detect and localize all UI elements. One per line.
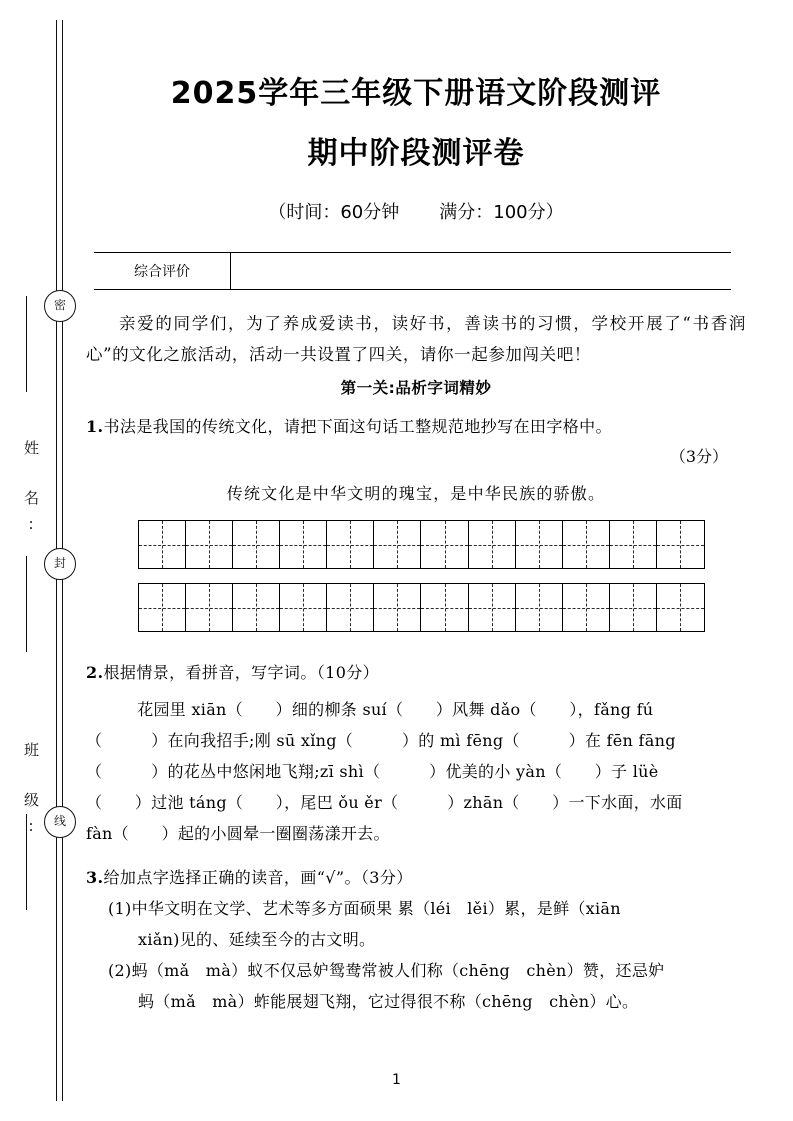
question-3-item-1-text: 中华文明在文学、艺术等多方面硕果 累（léi lěi）累，是鲜（xiān [131, 899, 621, 918]
question-2-line-3[interactable]: （ ）的花丛中悠闲地飞翔;zī shì（ ）优美的小 yàn（ ）子 lüè [86, 762, 659, 781]
tianzige-cell[interactable] [280, 584, 327, 631]
seal-badge-feng: 封 [44, 548, 76, 580]
question-2-number: 2. [86, 663, 104, 682]
seal-tick-1 [26, 296, 27, 392]
question-3-prompt [86, 863, 746, 893]
tianzige-cell[interactable] [233, 584, 280, 631]
stage-heading: 第一关:品析字词精妙 [340, 379, 492, 397]
seal-tick-2 [26, 556, 27, 652]
content-column [86, 0, 746, 1121]
question-2-prompt [86, 658, 746, 688]
evaluation-value[interactable] [231, 253, 732, 290]
question-3-number: 3. [86, 868, 104, 887]
seal-badge-mi: 密 [44, 290, 76, 322]
page-number: 1 [392, 1072, 401, 1088]
question-1-copy-sentence: 传统文化是中华文明的瑰宝，是中华民族的骄傲。 [226, 484, 606, 503]
question-3-item-2-text: 蚂（mǎ mà）蚁不仅忌妒鸳鸯常被人们称（chēng chèn）赞，还忌妒 [131, 961, 665, 980]
tianzige-cell[interactable] [421, 521, 468, 568]
evaluation-label: 综合评价 [94, 253, 231, 290]
question-3-item-1-line-1[interactable] [86, 893, 746, 924]
tianzige-cell[interactable] [657, 521, 704, 568]
page-title: 2025学年三年级下册语文阶段测评 [170, 76, 662, 111]
seal-margin [0, 0, 86, 1121]
tianzige-cell[interactable] [374, 584, 421, 631]
tianzige-cell[interactable] [469, 521, 516, 568]
tianzige-cell[interactable] [139, 584, 186, 631]
question-2-line-2[interactable]: （ ）在向我招手;刚 sū xǐng（ ）的 mì fēng（ ）在 fēn fāng [86, 731, 676, 750]
question-3-item-2-label: (2) [108, 961, 132, 980]
intro-paragraph: 亲爱的同学们，为了养成爱读书，读好书，善读书的习惯，学校开展了“书香润心”的文化之旅活动，活动一共设置了四关，请你一起参加闯关吧！ [86, 314, 746, 364]
question-3-item-2-line-1[interactable] [86, 955, 746, 986]
question-3-item-2-line-2[interactable]: 蚂（mǎ mà）蚱能展翅飞翔，它过得很不称（chēng chèn）心。 [138, 992, 639, 1011]
tianzige-cell[interactable] [186, 521, 233, 568]
tianzige-row-2[interactable] [138, 583, 705, 632]
tianzige-cell[interactable] [233, 521, 280, 568]
question-3-item-1-line-2[interactable]: xiǎn)见的、延续至今的古文明。 [138, 930, 376, 949]
tianzige-cell[interactable] [280, 521, 327, 568]
tianzige-cell[interactable] [327, 521, 374, 568]
tianzige-cell[interactable] [563, 584, 610, 631]
tianzige-cell[interactable] [516, 521, 563, 568]
question-1-text: 书法是我国的传统文化，请把下面这句话工整规范地抄写在田字格中。 [103, 417, 612, 436]
tianzige-cell[interactable] [327, 584, 374, 631]
tianzige-cell[interactable] [657, 584, 704, 631]
question-2-text: 根据情景，看拼音，写字词。（10分） [103, 663, 380, 682]
page-subtitle: 期中阶段测评卷 [307, 136, 525, 171]
exam-total-score: 满分：100分） [439, 202, 564, 223]
table-row [94, 253, 731, 290]
exam-meta [86, 172, 746, 224]
question-3-item-1-label: (1) [108, 899, 132, 918]
question-3-text: 给加点字选择正确的读音，画“√”。（3分） [103, 868, 413, 887]
seal-label-class: 班 级: [22, 742, 40, 845]
question-2-line-5[interactable]: fàn（ ）起的小圆晕一圈圈荡漾开去。 [86, 824, 390, 843]
tianzige-cell[interactable] [516, 584, 563, 631]
question-2-line-1[interactable]: 花园里 xiān（ ）细的柳条 suí（ ）风舞 dǎo（ ），fǎng fú [137, 700, 654, 719]
tianzige-cell[interactable] [374, 521, 421, 568]
tianzige-cell[interactable] [139, 521, 186, 568]
tianzige-row-1[interactable] [138, 520, 705, 569]
question-1-number: 1. [86, 417, 104, 436]
seal-badge-xian: 线 [44, 806, 76, 838]
tianzige-cell[interactable] [186, 584, 233, 631]
tianzige-cell[interactable] [563, 521, 610, 568]
question-1-prompt [86, 412, 746, 442]
tianzige-cell[interactable] [610, 521, 657, 568]
tianzige-cell[interactable] [421, 584, 468, 631]
evaluation-table [94, 252, 731, 290]
question-2-line-4[interactable]: （ ）过池 táng（ ），尾巴 ǒu ěr（ ）zhān（ ）一下水面，水面 [86, 793, 683, 812]
tianzige-cell[interactable] [610, 584, 657, 631]
exam-time: （时间：60分钟 [268, 202, 400, 223]
question-1-score: （3分） [669, 447, 728, 466]
tianzige-cell[interactable] [469, 584, 516, 631]
seal-label-name: 姓 名: [22, 440, 40, 543]
